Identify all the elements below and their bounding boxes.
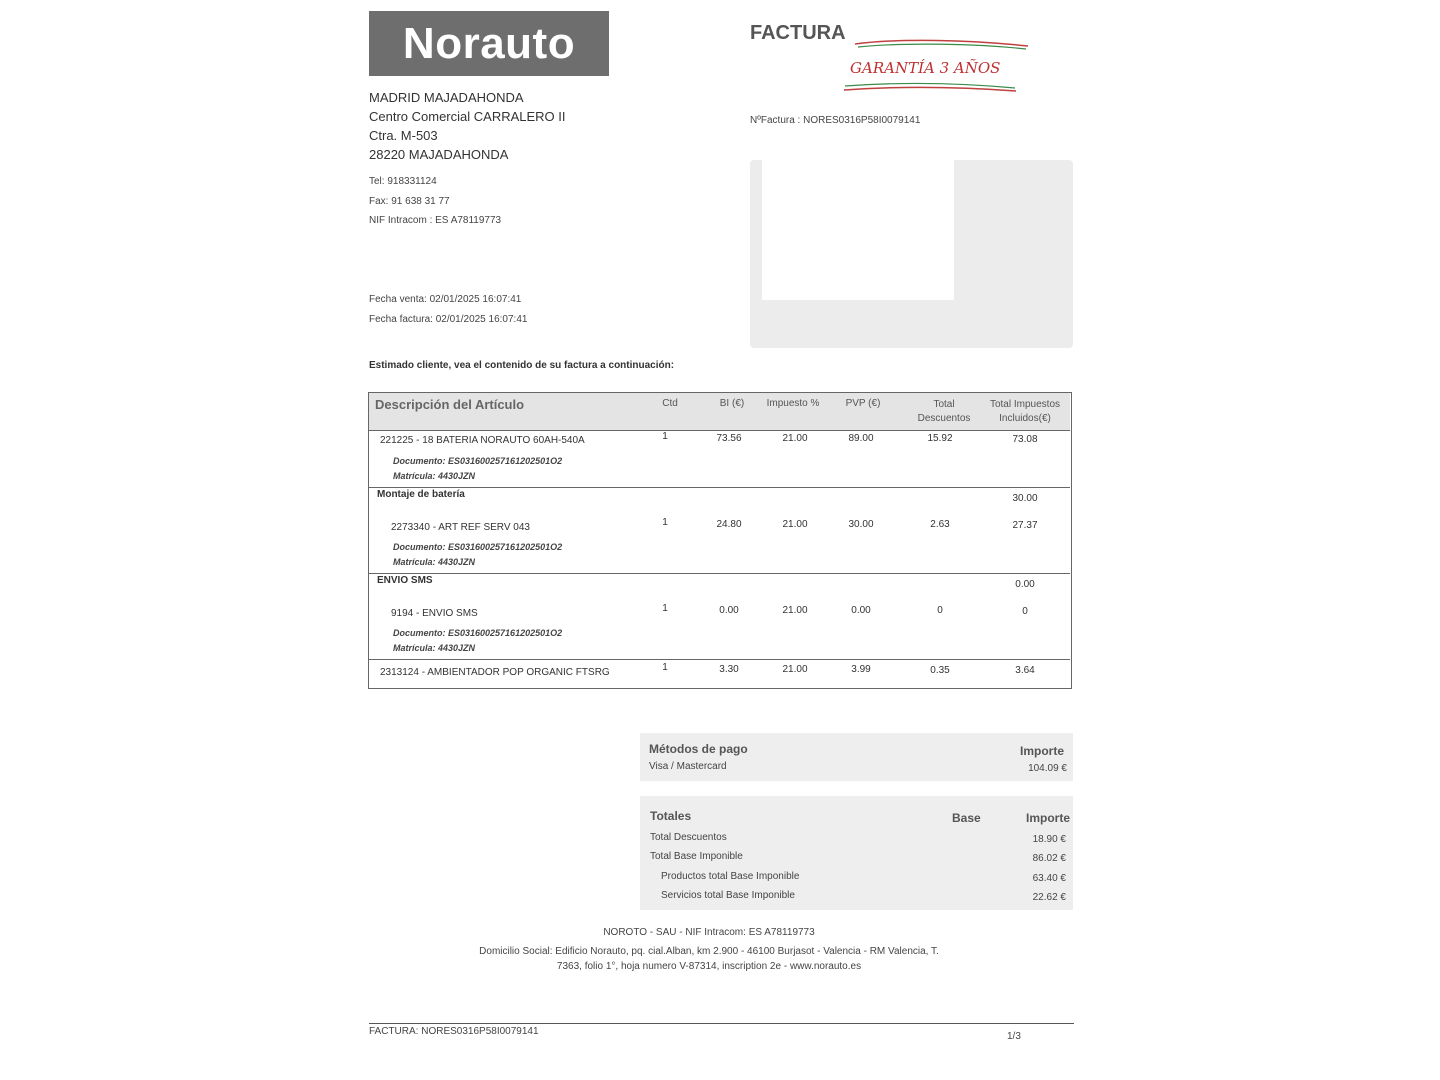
phone: Tel: 918331124 (369, 176, 437, 187)
handwritten-text: GARANTÍA 3 AÑOS (850, 59, 1001, 77)
sale-date: Fecha venta: 02/01/2025 16:07:41 (369, 294, 522, 305)
productos-base-label: Productos total Base Imponible (661, 871, 800, 882)
item-document: Documento: ES031600257161202501O2 (393, 628, 563, 638)
footer-divider (369, 1023, 1074, 1024)
nif: NIF Intracom : ES A78119773 (369, 215, 502, 226)
item-pvp: 89.00 (848, 433, 874, 444)
item-impuesto: 21.00 (782, 605, 808, 616)
item-ctd: 1 (662, 603, 668, 614)
item-bi: 24.80 (716, 519, 742, 530)
item-descuento: 15.92 (927, 433, 953, 444)
total-base-value: 86.02 € (1032, 853, 1066, 864)
item-impuesto: 21.00 (782, 519, 808, 530)
store-line: MADRID MAJADAHONDA (369, 90, 524, 105)
item-plate: Matrícula: 4430JZN (393, 471, 476, 481)
items-table (368, 392, 1072, 689)
item-pvp: 0.00 (851, 605, 871, 616)
invoice-date: Fecha factura: 02/01/2025 16:07:41 (369, 313, 528, 325)
item-impuesto: 21.00 (782, 433, 808, 444)
item-descuento: 2.63 (930, 519, 950, 530)
item-total: 27.37 (1012, 520, 1038, 531)
fax: Fax: 91 638 31 77 (369, 195, 450, 207)
invoice-number: NºFactura : NORES0316P58I0079141 (750, 115, 921, 126)
header-total: Total Impuestos Incluidos(€) (989, 399, 1061, 424)
handwritten-warranty-note (840, 36, 1035, 98)
totals-title: Totales (650, 809, 692, 823)
payment-importe-label: Importe (1019, 744, 1064, 758)
payment-method: Visa / Mastercard (649, 761, 727, 772)
item-document: Documento: ES031600257161202501O2 (393, 542, 563, 552)
header-impuesto: Impuesto % (766, 398, 820, 409)
totals-box (640, 796, 1073, 910)
totals-base-label: Base (952, 811, 981, 825)
footer-invoice-ref: FACTURA: NORES0316P58I0079141 (369, 1026, 539, 1037)
item-plate: Matrícula: 4430JZN (393, 557, 476, 567)
total-descuentos-label: Total Descuentos (650, 832, 727, 843)
store-address (369, 88, 566, 164)
total-descuentos-value: 18.90 € (1032, 834, 1066, 845)
row-divider (369, 487, 1070, 488)
footer-line: 7363, folio 1°, hoja numero V-87314, inscription 2e - www.norauto.es (556, 961, 862, 972)
item-total: 3.64 (1015, 665, 1035, 676)
page-number: 1/3 (1007, 1031, 1021, 1042)
item-description: 9194 - ENVIO SMS (391, 608, 478, 619)
header-ctd: Ctd (662, 398, 678, 409)
item-plate: Matrícula: 4430JZN (393, 643, 476, 653)
item-ctd: 1 (662, 431, 668, 442)
group-label: ENVIO SMS (377, 575, 433, 586)
item-bi: 0.00 (719, 605, 739, 616)
item-total: 73.08 (1012, 434, 1038, 445)
invoice-dates (369, 290, 527, 329)
group-total: 30.00 (1012, 493, 1038, 504)
header-description: Descripción del Artículo (375, 397, 525, 412)
totals-importe-label: Importe (1025, 811, 1070, 825)
payment-methods-box (640, 733, 1073, 781)
footer-line: Domicilio Social: Edificio Norauto, pq. cial.Alban, km 2.900 - 46100 Burjasot - Valencia - RM Valencia, T. (479, 946, 939, 957)
store-line: Ctra. M-503 (369, 128, 438, 143)
item-description: 2273340 - ART REF SERV 043 (391, 522, 530, 533)
table-header (369, 393, 1070, 431)
servicios-base-label: Servicios total Base Imponible (661, 890, 795, 901)
group-label: Montaje de batería (377, 489, 465, 500)
header-pvp: PVP (€) (845, 398, 881, 409)
item-ctd: 1 (662, 662, 668, 673)
intro-text: Estimado cliente, vea el contenido de su factura a continuación: (369, 360, 675, 371)
item-bi: 73.56 (716, 433, 742, 444)
store-contact (369, 172, 501, 231)
store-line: 28220 MAJADAHONDA (369, 147, 509, 162)
group-total: 0.00 (1015, 579, 1035, 590)
total-base-label: Total Base Imponible (650, 851, 743, 862)
payment-amount: 104.09 € (1028, 763, 1067, 774)
store-line: Centro Comercial CARRALERO II (369, 109, 566, 124)
row-divider (369, 659, 1070, 660)
item-impuesto: 21.00 (782, 664, 808, 675)
footer-line: NOROTO - SAU - NIF Intracom: ES A78119773 (603, 927, 815, 938)
item-description: 2313124 - AMBIENTADOR POP ORGANIC FTSRG (380, 667, 610, 678)
payment-title: Métodos de pago (649, 742, 748, 756)
item-pvp: 30.00 (848, 519, 874, 530)
item-bi: 3.30 (719, 664, 739, 675)
item-document: Documento: ES031600257161202501O2 (393, 456, 563, 466)
servicios-base-value: 22.62 € (1032, 892, 1066, 903)
item-descuento: 0 (937, 605, 943, 616)
item-description: 221225 - 18 BATERIA NORAUTO 60AH-540A (380, 435, 585, 446)
item-ctd: 1 (662, 517, 668, 528)
header-descuentos: Total Descuentos (917, 399, 971, 424)
row-divider (369, 573, 1070, 574)
norauto-logo: Norauto (369, 11, 609, 76)
header-bi: BI (€) (719, 398, 745, 409)
redacted-area (762, 160, 954, 300)
item-total: 0 (1022, 606, 1028, 617)
productos-base-value: 63.40 € (1032, 873, 1066, 884)
item-descuento: 0.35 (930, 665, 950, 676)
document-title: FACTURA (750, 22, 846, 44)
company-footer (369, 925, 1049, 974)
item-pvp: 3.99 (851, 664, 871, 675)
